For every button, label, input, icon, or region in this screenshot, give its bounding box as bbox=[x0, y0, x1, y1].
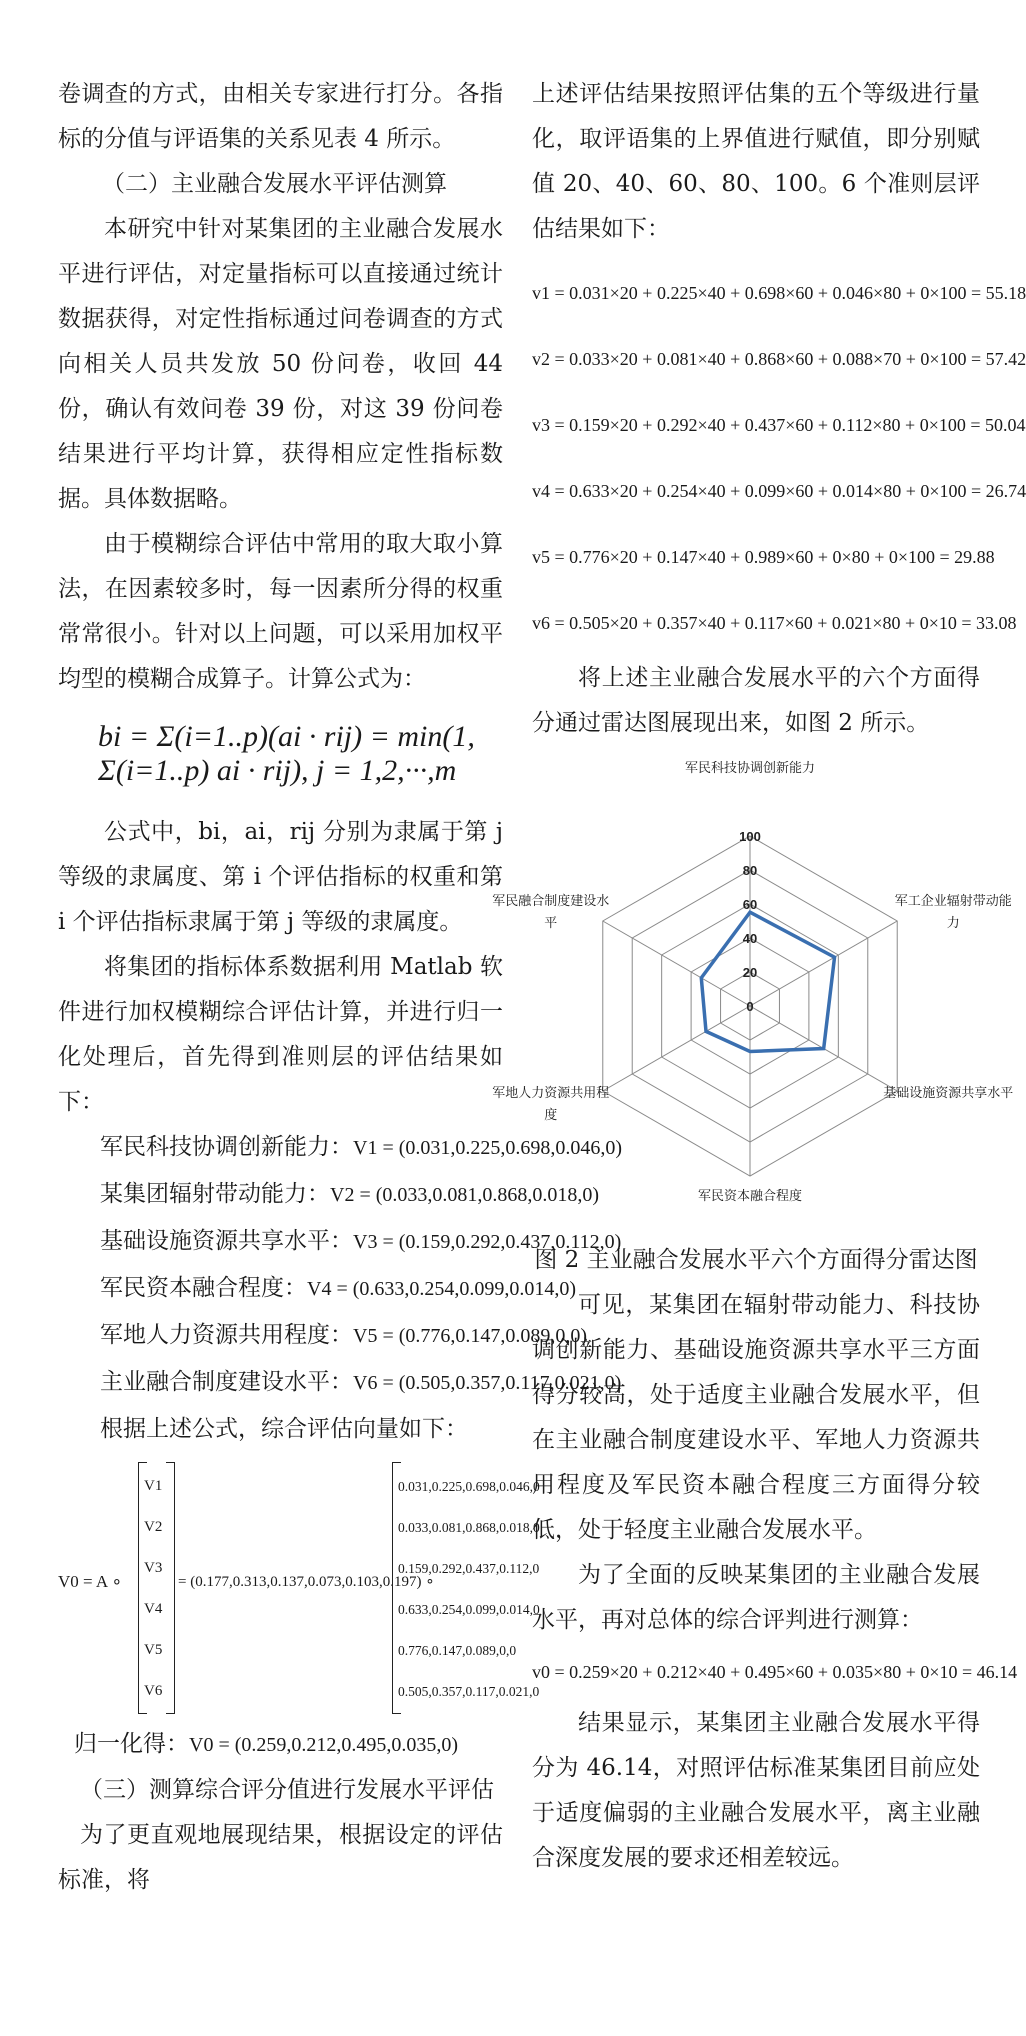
vector-label: 军民科技协调创新能力： bbox=[100, 1134, 353, 1160]
v-entry: V2 bbox=[144, 1519, 163, 1535]
paragraph: 由于模糊综合评估中常用的取大取小算法，在因素较多时，每一因素所分得的权重常常很小。针对以上问题，可以采用加权平均型的模糊合成算子。计算公式为： bbox=[58, 531, 503, 692]
matrix-equation bbox=[58, 1460, 540, 1718]
paragraph: 公式中，bi，ai，rij 分别为隶属于第 j 等级的隶属度、第 i 个评估指标的权重和第 i 个评估指标隶属于第 j 等级的隶属度。 bbox=[58, 819, 503, 935]
paragraph: 卷调查的方式，由相关专家进行打分。各指标的分值与评语集的关系见表 4 所示。 bbox=[58, 81, 503, 152]
weights-vector: = (0.177,0.313,0.137,0.073,0.103,0.197) ∘ bbox=[178, 1574, 435, 1590]
radar-category-label: 军民融合制度建设水平 bbox=[492, 894, 610, 931]
radar-tick-label: 20 bbox=[742, 965, 758, 980]
matrix-row: 0.505,0.357,0.117,0.021,0 bbox=[398, 1684, 540, 1699]
criteria-vectors bbox=[58, 1125, 623, 1406]
norm-value: V0 = (0.259,0.212,0.495,0.035,0) bbox=[189, 1734, 459, 1756]
radar-category-label: 军工企业辐射带动能力 bbox=[894, 894, 1012, 931]
paragraph: 可见，某集团在辐射带动能力、科技协调创新能力、基础设施资源共享水平三方面得分较高，处于适度主业融合发展水平，但在主业融合制度建设水平、军地人力资源共用程度及军民资本融合程度三方面得分较低，处于轻度主业融合发展水平。 bbox=[532, 1292, 980, 1543]
criterion-vector bbox=[100, 1172, 600, 1218]
paragraph: 根据上述公式，综合评估向量如下： bbox=[100, 1416, 468, 1442]
matrix-row: 0.033,0.081,0.868,0.018,0 bbox=[398, 1520, 540, 1535]
criterion-score-equation: v5 = 0.776×20 + 0.147×40 + 0.989×60 + 0×80 + 0×100 = 29.88 bbox=[532, 547, 995, 567]
criterion-score-equation: v3 = 0.159×20 + 0.292×40 + 0.437×60 + 0.112×80 + 0×100 = 50.04 bbox=[532, 415, 1026, 435]
section-heading: （三）测算综合评分值进行发展水平评估 bbox=[80, 1777, 494, 1803]
radar-category-label: 军地人力资源共用程度 bbox=[492, 1086, 610, 1123]
radar-category-label: 军民资本融合程度 bbox=[697, 1189, 802, 1204]
matrix-lhs: V0 = A ∘ bbox=[58, 1572, 123, 1591]
criterion-score-equation: v1 = 0.031×20 + 0.225×40 + 0.698×60 + 0.046×80 + 0×100 = 55.18 bbox=[532, 283, 1026, 303]
vector-label: 主业融合制度建设水平： bbox=[100, 1369, 353, 1395]
vector-value: V4 = (0.633,0.254,0.099,0.014,0) bbox=[307, 1278, 577, 1300]
radar-svg bbox=[532, 756, 972, 1236]
criterion-score-equation: v2 = 0.033×20 + 0.081×40 + 0.868×60 + 0.088×70 + 0×100 = 57.42 bbox=[532, 349, 1026, 369]
vector-value: V6 = (0.505,0.357,0.117,0.021,0) bbox=[353, 1372, 622, 1394]
vector-value: V3 = (0.159,0.292,0.437,0.112,0) bbox=[353, 1231, 622, 1253]
radar-spoke bbox=[750, 921, 897, 1006]
vector-label: 军民资本融合程度： bbox=[100, 1275, 307, 1301]
criteria-scores bbox=[532, 260, 1026, 656]
radar-tick-label: 60 bbox=[742, 897, 758, 912]
criterion-score-equation: v4 = 0.633×20 + 0.254×40 + 0.099×60 + 0.014×80 + 0×100 = 26.74 bbox=[532, 481, 1026, 501]
radar-tick-label: 0 bbox=[746, 999, 754, 1014]
matrix-row: 0.776,0.147,0.089,0,0 bbox=[398, 1643, 517, 1658]
v-entry: V4 bbox=[144, 1601, 163, 1617]
figure-caption: 图 2 主业融合发展水平六个方面得分雷达图 bbox=[534, 1247, 978, 1273]
radar-chart bbox=[492, 756, 1014, 1236]
vector-label: 某集团辐射带动能力： bbox=[100, 1181, 330, 1207]
radar-spoke bbox=[603, 1006, 750, 1091]
criterion-vector bbox=[100, 1219, 622, 1265]
paragraph: 结果显示，某集团主业融合发展水平得分为 46.14，对照评估标准某集团目前应处于适度偏弱的主业融合发展水平，离主业融合深度发展的要求还相差较远。 bbox=[532, 1710, 980, 1871]
vector-label: 基础设施资源共享水平： bbox=[100, 1228, 353, 1254]
membership-matrix bbox=[398, 1466, 540, 1712]
radar-tick-label: 40 bbox=[742, 931, 758, 946]
vector-value: V1 = (0.031,0.225,0.698,0.046,0) bbox=[353, 1137, 623, 1159]
criterion-vector bbox=[100, 1266, 577, 1312]
paragraph: 为了全面的反映某集团的主业融合发展水平，再对总体的综合评判进行测算： bbox=[532, 1562, 980, 1633]
matrix-row: 0.159,0.292,0.437,0.112,0 bbox=[398, 1561, 540, 1576]
criterion-score-equation: v6 = 0.505×20 + 0.357×40 + 0.117×60 + 0.021×80 + 0×10 = 33.08 bbox=[532, 613, 1017, 633]
vector-label: 军地人力资源共用程度： bbox=[100, 1322, 353, 1348]
radar-tick-label: 100 bbox=[739, 829, 761, 844]
vector-value: V2 = (0.033,0.081,0.868,0.018,0) bbox=[330, 1184, 600, 1206]
vector-value: V5 = (0.776,0.147,0.089,0,0) bbox=[353, 1325, 588, 1347]
normalized-line bbox=[58, 1722, 503, 1768]
radar-tick-label: 80 bbox=[742, 863, 758, 878]
criterion-vector bbox=[100, 1125, 623, 1171]
v-entry: V1 bbox=[144, 1478, 163, 1494]
v-column bbox=[144, 1466, 166, 1712]
radar-category-label: 基础设施资源共享水平 bbox=[883, 1086, 1014, 1101]
formula: bi = Σ(i=1..p)(ai · rij) = min(1, Σ(i=1..p) ai · rij), j = 1,2,···,m bbox=[98, 720, 475, 787]
v-entry: V3 bbox=[144, 1560, 163, 1576]
radar-category-label: 军民科技协调创新能力 bbox=[684, 761, 815, 776]
paragraph: 上述评估结果按照评估集的五个等级进行量化，取评语集的上界值进行赋值，即分别赋值 20、40、60、80、100。6 个准则层评估结果如下： bbox=[532, 81, 980, 242]
criterion-vector bbox=[100, 1313, 588, 1359]
radar-spoke bbox=[603, 921, 750, 1006]
v-entry: V5 bbox=[144, 1642, 163, 1658]
matrix-row: 0.633,0.254,0.099,0.014,0 bbox=[398, 1602, 540, 1617]
paragraph: 为了更直观地展现结果，根据设定的评估标准，将 bbox=[58, 1822, 503, 1893]
criterion-vector bbox=[100, 1360, 622, 1406]
paragraph: 将上述主业融合发展水平的六个方面得分通过雷达图展现出来，如图 2 所示。 bbox=[532, 665, 980, 736]
paragraph: 本研究中针对某集团的主业融合发展水平进行评估，对定量指标可以直接通过统计数据获得，对定性指标通过问卷调查的方式向相关人员共发放 50 份问卷，收回 44 份，确认有效问卷 39 份，对这 39 份问卷结果进行平均计算，获得相应定性指标数据。具体数据略。 bbox=[58, 216, 503, 512]
bracket-right bbox=[166, 1462, 175, 1714]
right-column bbox=[492, 72, 1026, 1881]
paragraph: 将集团的指标体系数据利用 Matlab 软件进行加权模糊综合评估计算，并进行归一化处理后，首先得到准则层的评估结果如下： bbox=[58, 954, 503, 1115]
norm-label: 归一化得： bbox=[74, 1731, 189, 1757]
overall-score-equation: v0 = 0.259×20 + 0.212×40 + 0.495×60 + 0.035×80 + 0×10 = 46.14 bbox=[532, 1662, 1018, 1682]
v-entry: V6 bbox=[144, 1683, 163, 1699]
section-heading: （二）主业融合发展水平评估测算 bbox=[102, 171, 447, 197]
matrix-row: 0.031,0.225,0.698,0.046,0 bbox=[398, 1479, 540, 1494]
